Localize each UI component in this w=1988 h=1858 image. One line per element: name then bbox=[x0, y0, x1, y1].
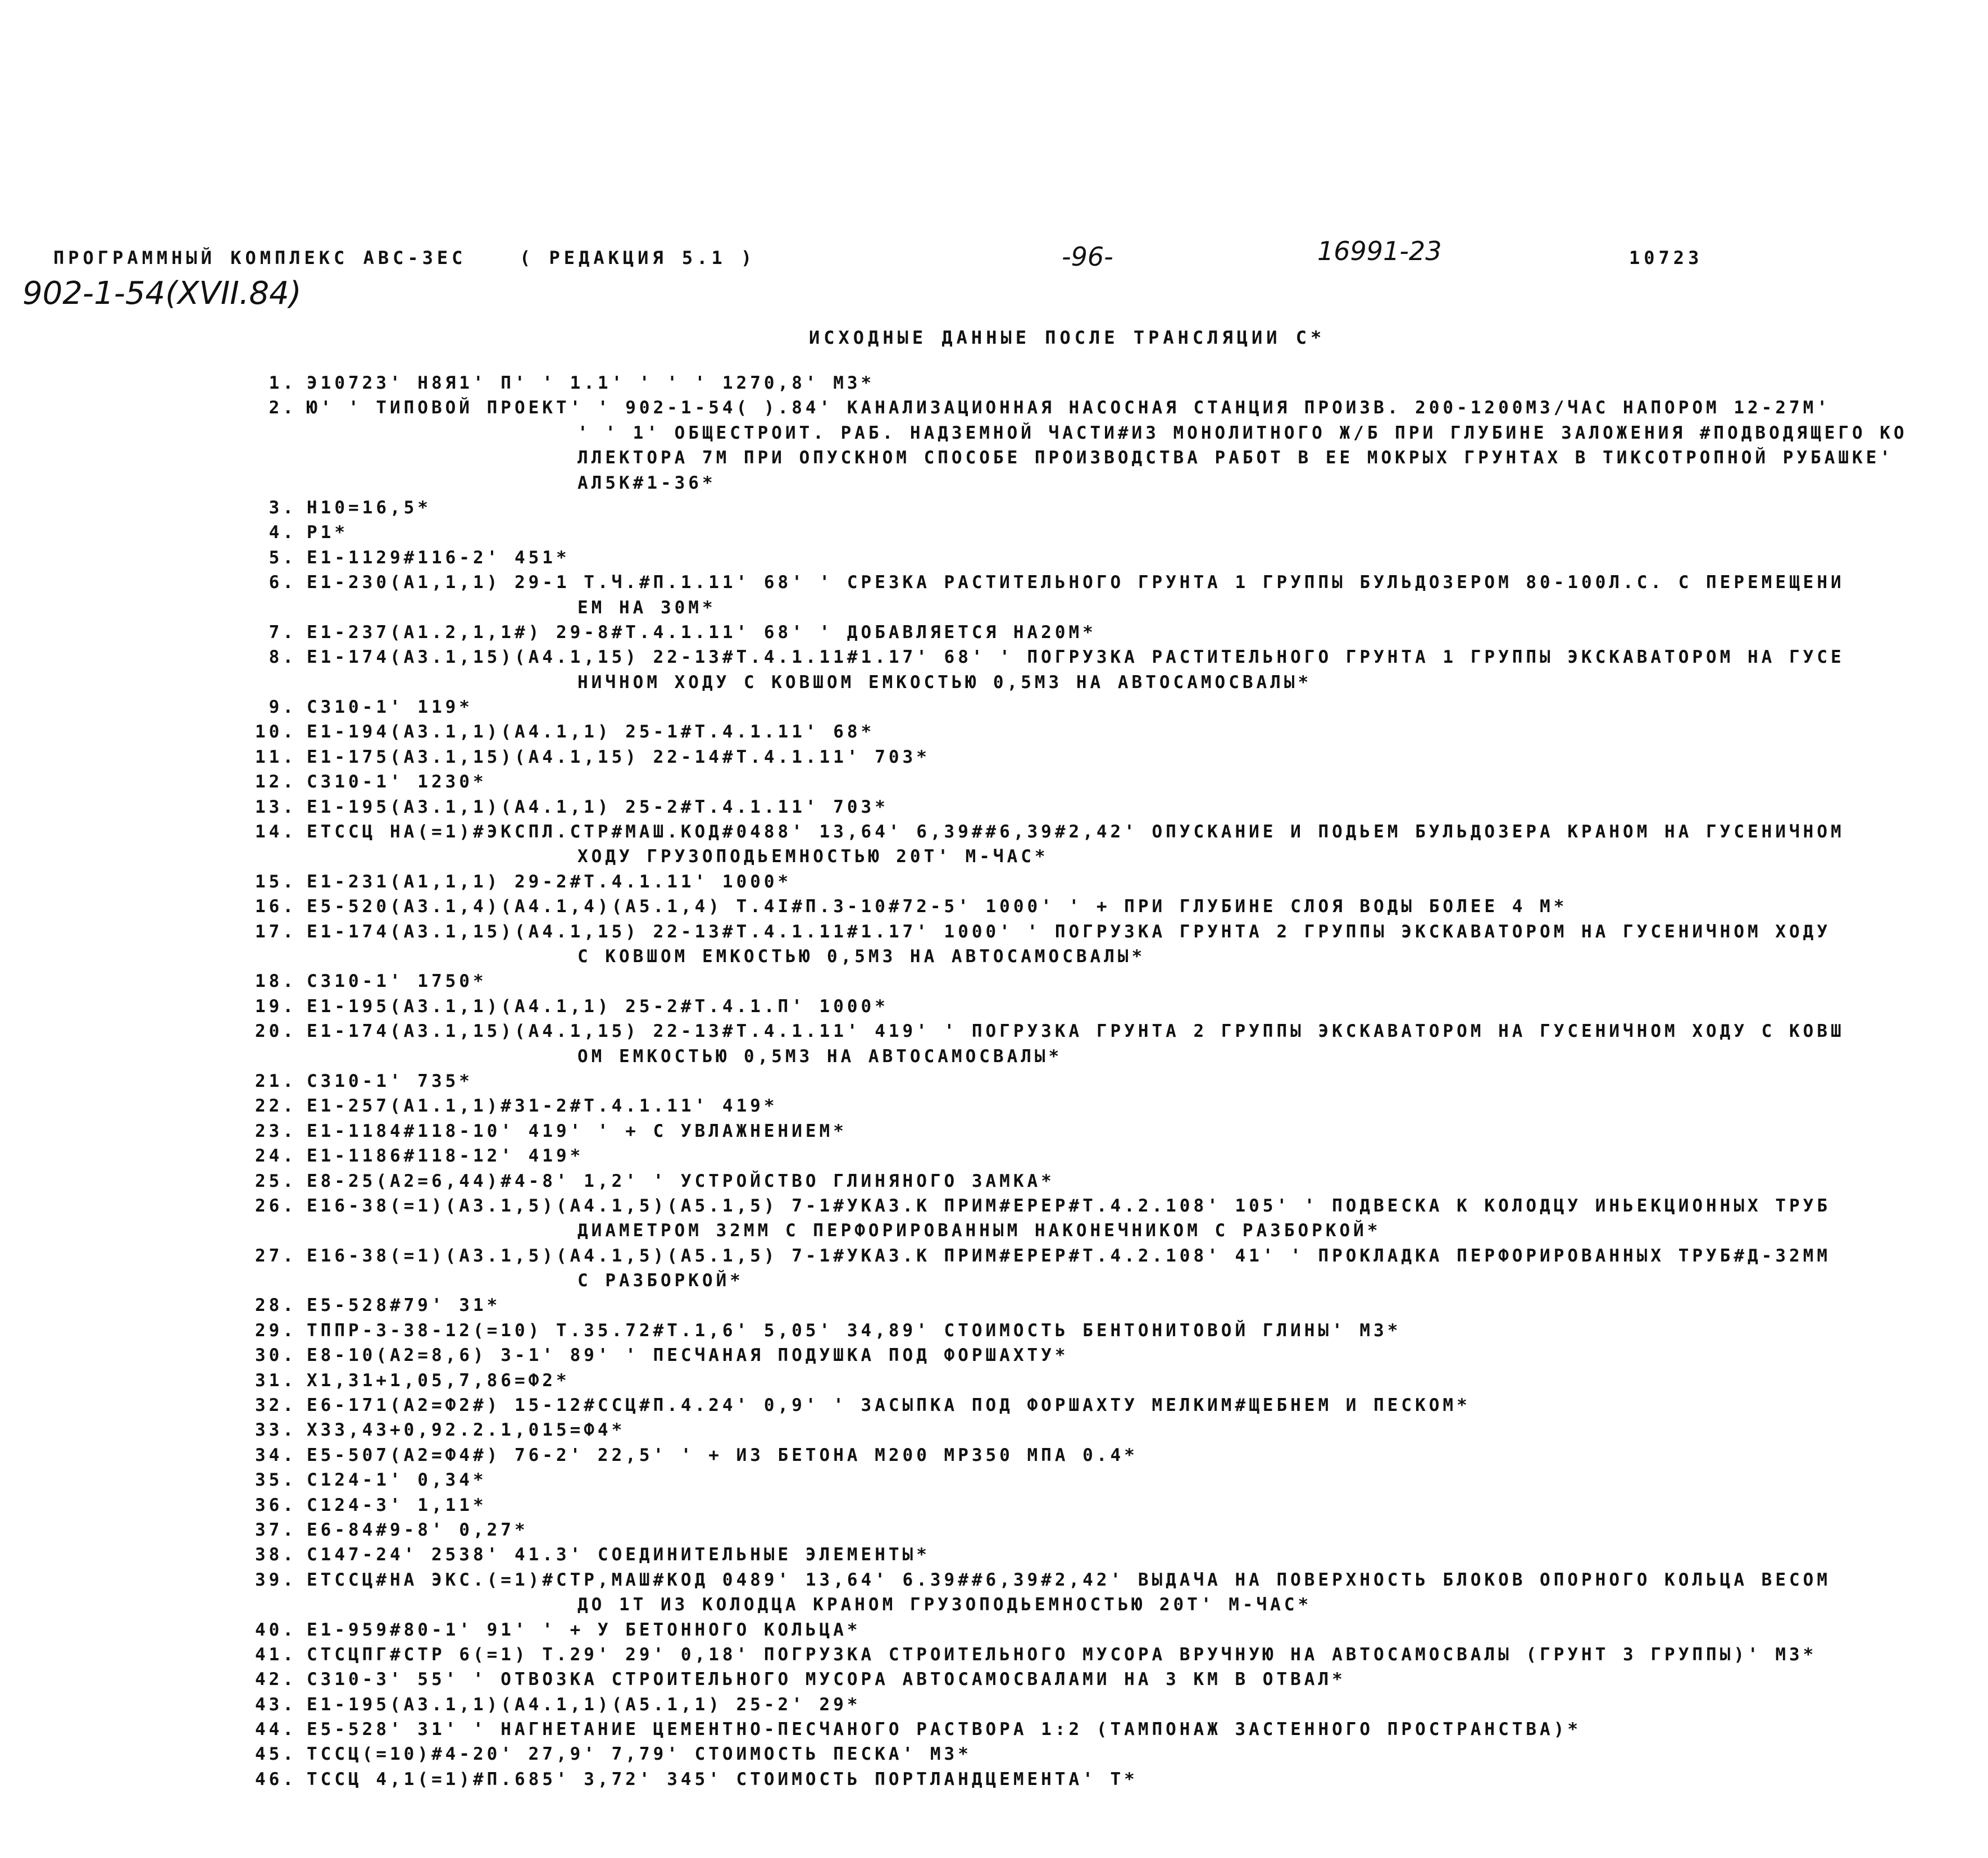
listing-line bbox=[247, 1767, 1966, 1792]
line-text: С124-3' 1,11* bbox=[307, 1495, 487, 1515]
line-text: Ю' ' ТИПОВОЙ ПРОЕКТ' ' 902-1-54( ).84' КАНАЛИЗАЦИОННАЯ НАСОСНАЯ СТАНЦИЯ ПРОИЗВ. 200-1200М3/ЧАС НАПОРОМ 12-27М' bbox=[307, 398, 1831, 418]
line-number: 42. bbox=[255, 1669, 297, 1690]
line-number: 1. bbox=[269, 373, 297, 393]
listing-line bbox=[247, 1618, 1966, 1642]
line-text: Е1-195(А3.1,1)(А4.1,1) 25-2#Т.4.1.11' 703* bbox=[307, 796, 889, 817]
listing-line bbox=[247, 1094, 1966, 1118]
line-number: 35. bbox=[255, 1470, 297, 1491]
listing-line bbox=[247, 645, 1966, 670]
line-text: Е1-959#80-1' 91' ' + У БЕТОННОГО КОЛЬЦА* bbox=[307, 1619, 861, 1640]
line-number: 45. bbox=[255, 1744, 297, 1765]
line-text: Е8-10(А2=8,6) 3-1' 89' ' ПЕСЧАНАЯ ПОДУШКА ПОД ФОРШАХТУ* bbox=[307, 1345, 1069, 1366]
line-text: ЕТССЦ НА(=1)#ЭКСПЛ.СТР#МАШ.КОД#0488' 13,64' 6,39##6,39#2,42' ОПУСКАНИЕ И ПОДЬЕМ БУЛЬДОЗЕРА КРАНОМ НА ГУСЕНИЧНОМ bbox=[307, 822, 1845, 843]
line-number: 10. bbox=[255, 722, 297, 743]
listing-line bbox=[247, 1194, 1966, 1218]
line-text: Е8-25(А2=6,44)#4-8' 1,2' ' УСТРОЙСТВО ГЛИНЯНОГО ЗАМКА* bbox=[307, 1171, 1055, 1191]
listing-line bbox=[247, 869, 1966, 894]
line-number: 38. bbox=[255, 1545, 297, 1565]
line-text: Е5-520(А3.1,4)(А4.1,4)(А5.1,4) Т.4І#П.3-10#72-5' 1000' ' + ПРИ ГЛУБИНЕ СЛОЯ ВОДЫ БОЛЕЕ 4 М* bbox=[307, 896, 1568, 917]
listing-line-continuation bbox=[247, 1044, 1966, 1069]
listing-line bbox=[247, 994, 1966, 1019]
line-number: 19. bbox=[255, 996, 297, 1017]
line-text: С147-24' 2538' 41.3' СОЕДИНИТЕЛЬНЫЕ ЭЛЕМЕНТЫ* bbox=[307, 1545, 930, 1565]
line-text: Е1-231(А1,1,1) 29-2#Т.4.1.11' 1000* bbox=[307, 871, 792, 892]
listing-lines bbox=[247, 371, 1966, 1792]
line-number bbox=[247, 1268, 297, 1293]
listing-line-continuation bbox=[247, 670, 1966, 695]
line-number: 41. bbox=[255, 1644, 297, 1665]
line-text: Н10=16,5* bbox=[307, 497, 431, 518]
line-text: ДО 1Т ИЗ КОЛОДЦА КРАНОМ ГРУЗОПОДЬЕМНОСТЬЮ 20Т' М-ЧАС* bbox=[577, 1595, 1312, 1615]
line-number: 13. bbox=[255, 796, 297, 817]
listing-line bbox=[247, 545, 1966, 570]
line-number bbox=[247, 1044, 297, 1069]
listing-line bbox=[247, 1493, 1966, 1518]
line-number: 8. bbox=[269, 647, 297, 668]
line-text: ОМ ЕМКОСТЬЮ 0,5М3 НА АВТОСАМОСВАЛЫ* bbox=[577, 1046, 1063, 1067]
line-number: 31. bbox=[255, 1370, 297, 1391]
line-number: 17. bbox=[255, 921, 297, 942]
listing-line-continuation bbox=[247, 471, 1966, 495]
line-number: 33. bbox=[255, 1420, 297, 1441]
line-number bbox=[247, 944, 297, 969]
line-text: Е1-1129#116-2' 451* bbox=[307, 547, 570, 568]
line-number: 15. bbox=[255, 871, 297, 892]
listing-line bbox=[247, 395, 1966, 420]
line-text: Е1-257(А1.1,1)#31-2#Т.4.1.11' 419* bbox=[307, 1096, 778, 1117]
listing-line bbox=[247, 719, 1966, 744]
listing-line-continuation bbox=[247, 944, 1966, 969]
line-text: С310-1' 1230* bbox=[307, 772, 487, 793]
listing-line bbox=[247, 745, 1966, 769]
line-number: 22. bbox=[255, 1096, 297, 1117]
section-subtitle: ИСХОДНЫЕ ДАННЫЕ ПОСЛЕ ТРАНСЛЯЦИИ С* bbox=[809, 327, 1326, 348]
listing-line bbox=[247, 1742, 1966, 1766]
line-text: ЕТССЦ#НА ЭКС.(=1)#СТР,МАШ#КОД 0489' 13,64' 6.39##6,39#2,42' ВЫДАЧА НА ПОВЕРХНОСТЬ БЛОКОВ ОПОРНОГО КОЛЬЦА ВЕСОМ bbox=[307, 1569, 1831, 1590]
listing-line-continuation bbox=[247, 1592, 1966, 1617]
line-number: 29. bbox=[255, 1320, 297, 1341]
line-number: 14. bbox=[255, 822, 297, 843]
page-number: -96- bbox=[1062, 242, 1113, 272]
listing-line bbox=[247, 1642, 1966, 1667]
line-text: ТССЦ 4,1(=1)#П.685' 3,72' 345' СТОИМОСТЬ ПОРТЛАНДЦЕМЕНТА' Т* bbox=[307, 1769, 1138, 1789]
line-number: 27. bbox=[255, 1245, 297, 1266]
listing-line bbox=[247, 1244, 1966, 1268]
line-text: Р1* bbox=[307, 522, 348, 543]
listing-line bbox=[247, 1169, 1966, 1194]
line-number bbox=[247, 421, 297, 445]
listing-line-continuation bbox=[247, 1268, 1966, 1293]
line-number: 5. bbox=[269, 547, 297, 568]
line-text: С310-1' 119* bbox=[307, 697, 473, 718]
line-text: Е1-174(А3.1,15)(А4.1,15) 22-13#Т.4.1.11' 419' ' ПОГРУЗКА ГРУНТА 2 ГРУППЫ ЭКСКАВАТОРОМ НА ГУСЕНИЧНОМ ХОДУ С КОВШ bbox=[307, 1021, 1845, 1042]
listing-line bbox=[247, 695, 1966, 719]
line-number: 11. bbox=[255, 746, 297, 767]
line-number: 24. bbox=[255, 1146, 297, 1167]
listing-line bbox=[247, 1418, 1966, 1442]
line-text: Э10723' Н8Я1' П' ' 1.1' ' ' ' 1270,8' М3* bbox=[307, 373, 875, 393]
line-text: Е1-174(А3.1,15)(А4.1,15) 22-13#Т.4.1.11#1.17' 1000' ' ПОГРУЗКА ГРУНТА 2 ГРУППЫ ЭКСКАВАТОРОМ НА ГУСЕНИЧНОМ ХОДУ bbox=[307, 921, 1831, 942]
listing-line bbox=[247, 1019, 1966, 1044]
listing-line bbox=[247, 495, 1966, 520]
line-text: ТССЦ(=10)#4-20' 27,9' 7,79' СТОИМОСТЬ ПЕСКА' М3* bbox=[307, 1744, 972, 1765]
listing-line-continuation bbox=[247, 844, 1966, 869]
line-text: Е1-195(А3.1,1)(А4.1,1) 25-2#Т.4.1.П' 1000* bbox=[307, 996, 889, 1017]
line-number: 7. bbox=[269, 622, 297, 643]
program-name: ПРОГРАММНЫЙ КОМПЛЕКС АВС-3ЕС bbox=[53, 247, 467, 268]
line-number: 36. bbox=[255, 1495, 297, 1515]
line-number: 30. bbox=[255, 1345, 297, 1366]
line-number: 43. bbox=[255, 1694, 297, 1715]
listing-line bbox=[247, 1343, 1966, 1368]
listing-line bbox=[247, 894, 1966, 919]
listing-line bbox=[247, 819, 1966, 844]
line-number bbox=[247, 445, 297, 470]
listing-line bbox=[247, 1069, 1966, 1094]
line-number: 28. bbox=[255, 1295, 297, 1316]
doc-number: 10723 bbox=[1629, 247, 1703, 268]
line-text: Е5-507(А2=Ф4#) 76-2' 22,5' ' + ИЗ БЕТОНА М200 МР350 МПА 0.4* bbox=[307, 1445, 1138, 1465]
line-text: С310-1' 735* bbox=[307, 1071, 473, 1091]
line-number: 12. bbox=[255, 772, 297, 793]
listing-line bbox=[247, 1542, 1966, 1567]
line-text: Е1-194(А3.1,1)(А4.1,1) 25-1#Т.4.1.11' 68* bbox=[307, 722, 875, 743]
listing-line bbox=[247, 1368, 1966, 1393]
line-text: СТСЦПГ#СТР 6(=1) Т.29' 29' 0,18' ПОГРУЗКА СТРОИТЕЛЬНОГО МУСОРА ВРУЧНУЮ НА АВТОСАМОСВАЛЫ (ГРУНТ 3 ГРУППЫ)' М3* bbox=[307, 1644, 1817, 1665]
line-number: 32. bbox=[255, 1395, 297, 1416]
listing-line bbox=[247, 620, 1966, 645]
line-number: 39. bbox=[255, 1569, 297, 1590]
line-text: С РАЗБОРКОЙ* bbox=[577, 1270, 744, 1291]
line-number: 25. bbox=[255, 1171, 297, 1191]
line-text: Е16-38(=1)(А3.1,5)(А4.1,5)(А5.1,5) 7-1#УКАЗ.К ПРИМ#ЕРЕР#Т.4.2.108' 41' ' ПРОКЛАДКА ПЕРФОРИРОВАННЫХ ТРУБ#Д-32ММ bbox=[307, 1245, 1831, 1266]
line-number: 4. bbox=[269, 522, 297, 543]
listing-line bbox=[247, 795, 1966, 819]
line-number: 46. bbox=[255, 1769, 297, 1789]
line-number bbox=[247, 471, 297, 495]
listing-line bbox=[247, 520, 1966, 545]
listing-line bbox=[247, 1717, 1966, 1742]
line-number: 26. bbox=[255, 1195, 297, 1216]
line-number: 2. bbox=[269, 398, 297, 418]
line-number: 21. bbox=[255, 1071, 297, 1091]
line-text: Е1-174(А3.1,15)(А4.1,15) 22-13#Т.4.1.11#1.17' 68' ' ПОГРУЗКА РАСТИТЕЛЬНОГО ГРУНТА 1 ГРУППЫ ЭКСКАВАТОРОМ НА ГУСЕ bbox=[307, 647, 1845, 668]
listing-line bbox=[247, 1318, 1966, 1343]
line-number: 20. bbox=[255, 1021, 297, 1042]
line-text: ТППР-3-38-12(=10) Т.35.72#Т.1,6' 5,05' 34,89' СТОИМОСТЬ БЕНТОНИТОВОЙ ГЛИНЫ' М3* bbox=[307, 1320, 1402, 1341]
line-number bbox=[247, 1218, 297, 1243]
listing-line bbox=[247, 1144, 1966, 1168]
line-number: 6. bbox=[269, 572, 297, 593]
line-text: Е5-528' 31' ' НАГНЕТАНИЕ ЦЕМЕНТНО-ПЕСЧАНОГО РАСТВОРА 1:2 (ТАМПОНАЖ ЗАСТЕННОГО ПРОСТРАНСТВА)* bbox=[307, 1719, 1582, 1740]
line-number: 16. bbox=[255, 896, 297, 917]
listing-line-continuation bbox=[247, 445, 1966, 470]
listing-line bbox=[247, 1393, 1966, 1418]
line-text: Е1-175(А3.1,15)(А4.1,15) 22-14#Т.4.1.11' 703* bbox=[307, 746, 930, 767]
line-text: Е1-1186#118-12' 419* bbox=[307, 1146, 584, 1167]
line-number: 44. bbox=[255, 1719, 297, 1740]
listing-line bbox=[247, 371, 1966, 395]
line-text: Е5-528#79' 31* bbox=[307, 1295, 501, 1316]
line-text: ДИАМЕТРОМ 32ММ С ПЕРФОРИРОВАННЫМ НАКОНЕЧНИКОМ С РАЗБОРКОЙ* bbox=[577, 1221, 1381, 1241]
listing-line bbox=[247, 1692, 1966, 1717]
line-text: НИЧНОМ ХОДУ С КОВШОМ ЕМКОСТЬЮ 0,5М3 НА АВТОСАМОСВАЛЫ* bbox=[577, 672, 1312, 693]
listing-line bbox=[247, 769, 1966, 794]
listing-line bbox=[247, 570, 1966, 595]
line-text: С310-3' 55' ' ОТВОЗКА СТРОИТЕЛЬНОГО МУСОРА АВТОСАМОСВАЛАМИ НА 3 КМ В ОТВАЛ* bbox=[307, 1669, 1346, 1690]
listing-line bbox=[247, 1568, 1966, 1592]
listing-line-continuation bbox=[247, 1218, 1966, 1243]
line-text: С КОВШОМ ЕМКОСТЬЮ 0,5М3 НА АВТОСАМОСВАЛЫ* bbox=[577, 946, 1146, 967]
line-text: С310-1' 1750* bbox=[307, 971, 487, 992]
line-number bbox=[247, 1592, 297, 1617]
listing-line bbox=[247, 1667, 1966, 1692]
handwritten-project-code: 902-1-54(XVII.84) bbox=[22, 275, 302, 312]
line-text: Е6-84#9-8' 0,27* bbox=[307, 1519, 529, 1540]
handwritten-code: 16991-23 bbox=[1317, 236, 1442, 266]
listing-line bbox=[247, 919, 1966, 944]
line-text: Е16-38(=1)(А3.1,5)(А4.1,5)(А5.1,5) 7-1#УКАЗ.К ПРИМ#ЕРЕР#Т.4.2.108' 105' ' ПОДВЕСКА К КОЛОДЦУ ИНЬЕКЦИОННЫХ ТРУБ bbox=[307, 1195, 1831, 1216]
listing-line-continuation bbox=[247, 595, 1966, 620]
line-number bbox=[247, 670, 297, 695]
line-text: Е1-195(А3.1,1)(А4.1,1)(А5.1,1) 25-2' 29* bbox=[307, 1694, 861, 1715]
line-text: С124-1' 0,34* bbox=[307, 1470, 487, 1491]
line-text: Е1-237(А1.2,1,1#) 29-8#Т.4.1.11' 68' ' ДОБАВЛЯЕТСЯ НА20М* bbox=[307, 622, 1097, 643]
line-text: ' ' 1' ОБЩЕСТРОИТ. РАБ. НАДЗЕМНОЙ ЧАСТИ#ИЗ МОНОЛИТНОГО Ж/Б ПРИ ГЛУБИНЕ ЗАЛОЖЕНИЯ #ПОДВОДЯЩЕГО КО bbox=[577, 422, 1908, 443]
line-text: ХОДУ ГРУЗОПОДЬЕМНОСТЬЮ 20Т' М-ЧАС* bbox=[577, 846, 1049, 867]
listing-line bbox=[247, 969, 1966, 994]
line-number: 34. bbox=[255, 1445, 297, 1465]
line-text: Х33,43+0,92.2.1,015=Ф4* bbox=[307, 1420, 626, 1441]
listing-line bbox=[247, 1293, 1966, 1318]
edition-label: ( РЕДАКЦИЯ 5.1 ) bbox=[520, 247, 756, 268]
listing-line-continuation bbox=[247, 421, 1966, 445]
listing-line bbox=[247, 1119, 1966, 1144]
line-text: ЛЛЕКТОРА 7М ПРИ ОПУСКНОМ СПОСОБЕ ПРОИЗВОДСТВА РАБОТ В ЕЕ МОКРЫХ ГРУНТАХ В ТИКСОТРОПНОЙ РУБАШКЕ' bbox=[577, 448, 1894, 468]
line-number: 18. bbox=[255, 971, 297, 992]
line-number: 23. bbox=[255, 1121, 297, 1141]
listing-line bbox=[247, 1443, 1966, 1468]
line-text: Х1,31+1,05,7,86=Ф2* bbox=[307, 1370, 570, 1391]
line-number: 40. bbox=[255, 1619, 297, 1640]
line-text: АЛ5К#1-36* bbox=[577, 472, 716, 493]
listing-line bbox=[247, 1518, 1966, 1542]
listing-line bbox=[247, 1468, 1966, 1492]
line-text: Е6-171(А2=Ф2#) 15-12#ССЦ#П.4.24' 0,9' ' ЗАСЫПКА ПОД ФОРШАХТУ МЕЛКИМ#ЩЕБНЕМ И ПЕСКОМ* bbox=[307, 1395, 1471, 1416]
line-number bbox=[247, 595, 297, 620]
line-number bbox=[247, 844, 297, 869]
line-text: ЕМ НА 30М* bbox=[577, 597, 716, 618]
line-number: 9. bbox=[269, 697, 297, 718]
line-text: Е1-230(А1,1,1) 29-1 Т.Ч.#П.1.11' 68' ' СРЕЗКА РАСТИТЕЛЬНОГО ГРУНТА 1 ГРУППЫ БУЛЬДОЗЕРОМ 80-100Л.С. С ПЕРЕМЕЩЕНИ bbox=[307, 572, 1845, 593]
line-text: Е1-1184#118-10' 419' ' + С УВЛАЖНЕНИЕМ* bbox=[307, 1121, 847, 1141]
line-number: 37. bbox=[255, 1519, 297, 1540]
line-number: 3. bbox=[269, 497, 297, 518]
